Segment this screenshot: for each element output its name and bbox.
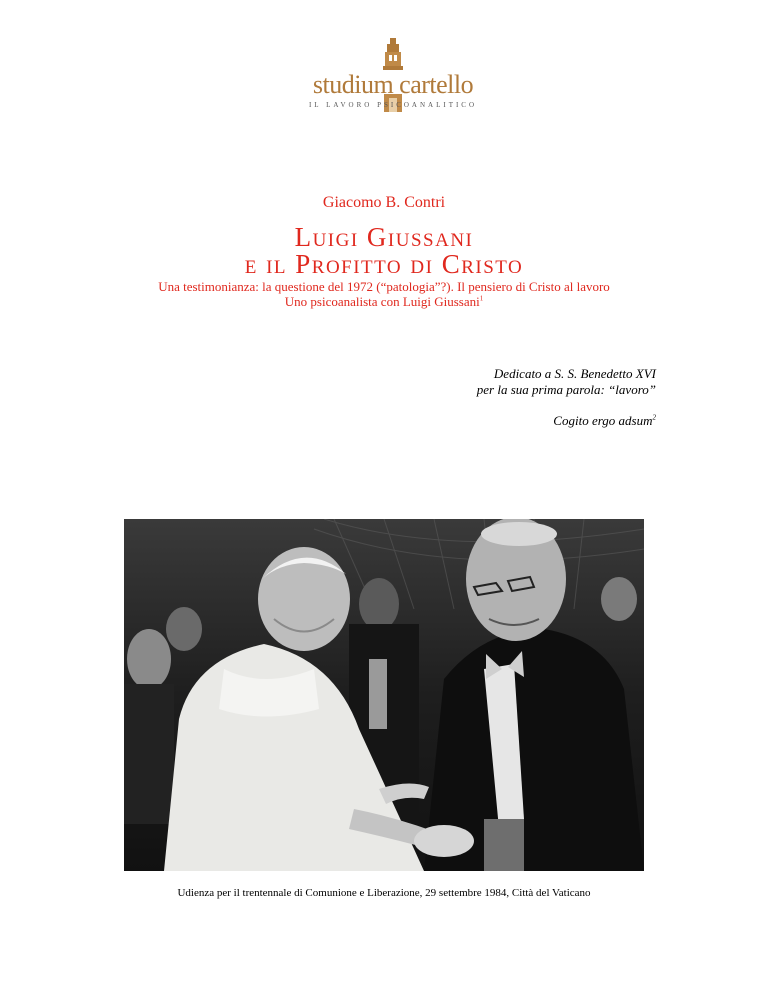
title-line-2: e il Profitto di Cristo xyxy=(244,249,524,279)
subtitle-line-2-text: Uno psicoanalista con Luigi Giussani xyxy=(284,294,480,309)
dedication-quoted-word: “lavoro” xyxy=(608,382,656,397)
motto-text: Cogito ergo adsum xyxy=(553,413,653,428)
photo-caption: Udienza per il trentennale di Comunione e Liberazione, 29 settembre 1984, Città del Vaticano xyxy=(177,887,591,899)
studium-cartello-logo xyxy=(300,38,486,112)
subtitle-line-2 xyxy=(0,294,768,309)
motto xyxy=(553,413,656,429)
audience-photo xyxy=(124,519,644,871)
logo-wordmark: studium cartello xyxy=(312,70,474,99)
dedication-line-2 xyxy=(477,382,656,398)
footnote-ref-2[interactable]: 2 xyxy=(652,413,656,422)
photo-illustration xyxy=(124,519,644,871)
dedication-line-2-text: per la sua prima parola: xyxy=(476,382,609,397)
dedication-line-1: Dedicato a S. S. Benedetto XVI xyxy=(493,366,656,381)
author-name: Giacomo B. Contri xyxy=(322,194,446,211)
logo-tagline: IL LAVORO PSICOANALITICO xyxy=(308,101,478,109)
title-line-1: Luigi Giussani xyxy=(294,222,474,252)
subtitle-line-1: Una testimonianza: la questione del 1972 (“patologia”?). Il pensiero di Cristo al lavoro xyxy=(158,279,610,294)
footnote-ref-1[interactable]: 1 xyxy=(479,294,484,303)
